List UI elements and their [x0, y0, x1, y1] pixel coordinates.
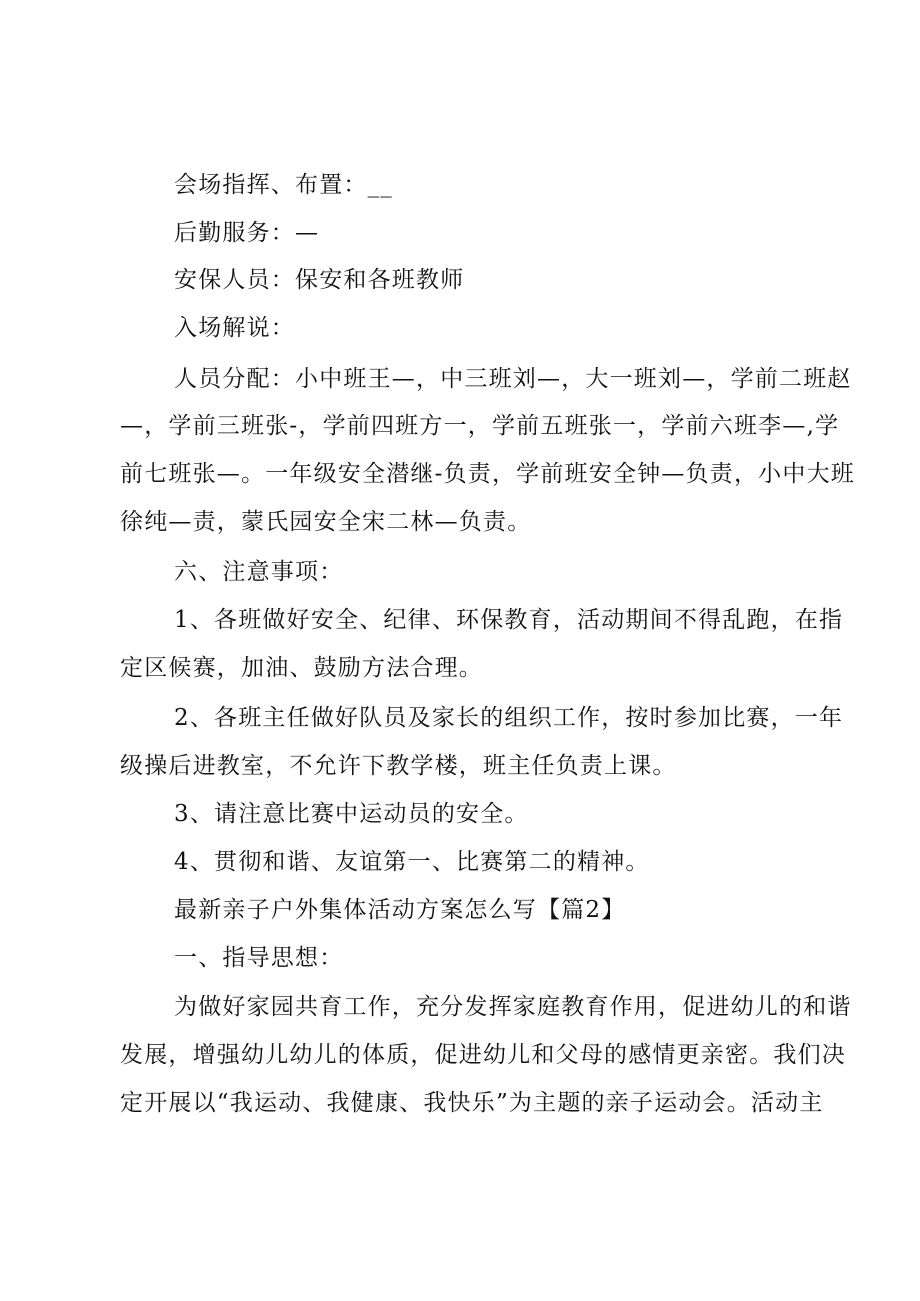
line-staff-assignment-cont-2: 前七班张—。一年级安全潜继-负责，学前班安全钟—负责，小中大班	[120, 461, 855, 487]
note-item-1-cont: 定区候赛，加油、鼓励方法合理。	[120, 655, 483, 681]
line-entrance-commentary: 入场解说：	[174, 315, 295, 341]
note-item-1: 1、各班做好安全、纪律、环保教育，活动期间不得乱跑，在指	[174, 607, 844, 633]
note-item-2-cont: 级操后进教室，不允许下教学楼，班主任负责上课。	[120, 753, 677, 779]
note-item-4: 4、贯彻和谐、友谊第一、比赛第二的精神。	[174, 849, 650, 875]
note-item-3: 3、请注意比赛中运动员的安全。	[174, 801, 529, 827]
line-logistics: 后勤服务：—	[174, 220, 320, 246]
line-staff-assignment-cont-1: —，学前三班张-，学前四班方一，学前五班张一，学前六班李—,学	[120, 413, 840, 439]
line-security: 安保人员：保安和各班教师	[174, 267, 465, 293]
note-item-2: 2、各班主任做好队员及家长的组织工作，按时参加比赛，一年	[174, 705, 844, 731]
line-venue-command: 会场指挥、布置：__	[174, 172, 393, 198]
section-heading-guiding-ideology: 一、指导思想：	[174, 945, 344, 971]
paragraph-guiding-ideology-cont-1: 发展，增强幼儿幼儿的体质，促进幼儿和父母的感情更亲密。我们决	[120, 1042, 846, 1068]
paragraph-guiding-ideology: 为做好家园共育工作，充分发挥家庭教育作用，促进幼儿的和谐	[174, 994, 852, 1020]
line-staff-assignment: 人员分配：小中班王—，中三班刘—，大一班刘—，学前二班赵	[174, 366, 852, 392]
section-title-part-2: 最新亲子户外集体活动方案怎么写【篇2】	[174, 897, 626, 923]
line-staff-assignment-cont-3: 徐纯—责，蒙氏园安全宋二林—负责。	[120, 509, 532, 535]
section-heading-notes: 六、注意事项：	[174, 559, 344, 585]
paragraph-guiding-ideology-cont-2: 定开展以“我运动、我健康、我快乐”为主题的亲子运动会。活动主	[120, 1090, 824, 1116]
